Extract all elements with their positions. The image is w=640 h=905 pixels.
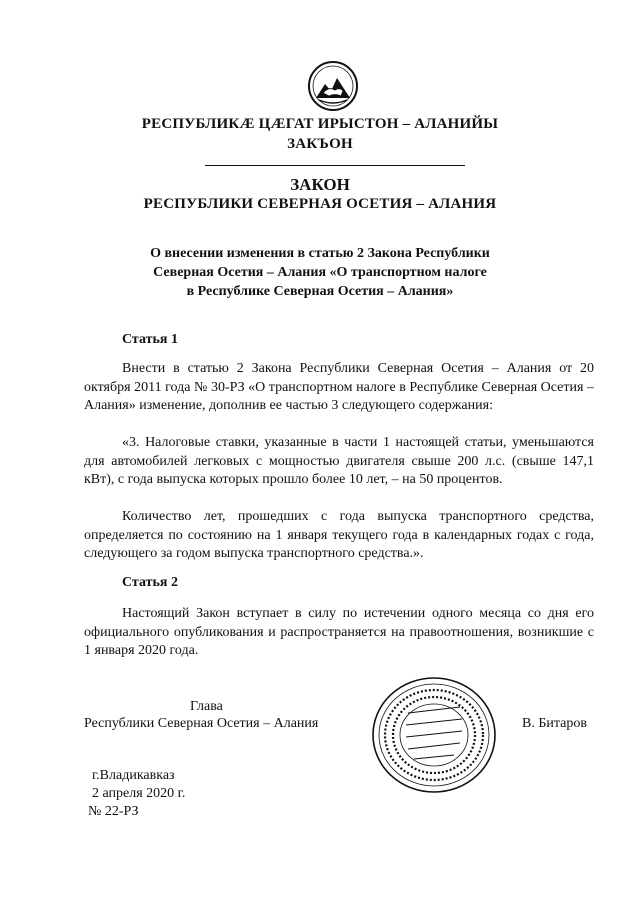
official-seal-icon (370, 675, 498, 795)
article-2-heading: Статья 2 (122, 575, 178, 590)
law-subject-line: О внесении изменения в статью 2 Закона Республики (150, 246, 490, 261)
header-divider (205, 165, 465, 166)
law-subject-line: в Республике Северная Осетия – Алания» (186, 284, 454, 299)
signatory-title-line-1: Глава (190, 699, 223, 714)
signatory-name: В. Битаров (522, 716, 587, 731)
law-subject-line: Северная Осетия – Алания «О транспортном налоге (153, 265, 487, 280)
article-2-paragraph-1: Настоящий Закон вступает в силу по истечении одного месяца со дня его официального опубликования и распространяется на правоотношения, возникшие с 1 января 2020 года. (84, 606, 594, 658)
article-1-heading: Статья 1 (122, 332, 178, 347)
article-1-paragraph-2: «3. Налоговые ставки, указанные в части 1 настоящей статьи, уменьшаются для автомобилей легковых с мощностью двигателя свыше 200 л.с. (свыше 147,1 кВт), с года выпуска которых прошло более 10 лет, – на 50 процентов. (84, 435, 594, 487)
article-1-paragraph-3: Количество лет, прошедших с года выпуска транспортного средства, определяется по состоянию на 1 января текущего года в календарных годах с года, следующего за годом выпуска транспортного средства.». (84, 509, 594, 561)
article-1-paragraph-1: Внести в статью 2 Закона Республики Северная Осетия – Алания от 20 октября 2011 года № 30-РЗ «О транспортном налоге в Республике Северная Осетия – Алания» изменение, дополнив ее частью 3 следующего содержания: (84, 361, 594, 413)
law-subject (0, 244, 640, 301)
coat-of-arms-icon (307, 60, 359, 112)
footer-number: № 22-РЗ (88, 804, 139, 819)
header-law-ossetian: ЗАКЪОН (287, 136, 353, 152)
header-republic-russian: РЕСПУБЛИКИ СЕВЕРНАЯ ОСЕТИЯ – АЛАНИЯ (143, 196, 497, 212)
header-law-russian: ЗАКОН (290, 175, 350, 194)
footer-city: г.Владикавказ (92, 768, 175, 783)
signatory-title-line-2: Республики Северная Осетия – Алания (84, 716, 319, 731)
header-republic-ossetian: РЕСПУБЛИКӔ ЦӔГАТ ИРЫСТОН – АЛАНИЙЫ (141, 116, 499, 132)
footer-date: 2 апреля 2020 г. (92, 786, 186, 801)
